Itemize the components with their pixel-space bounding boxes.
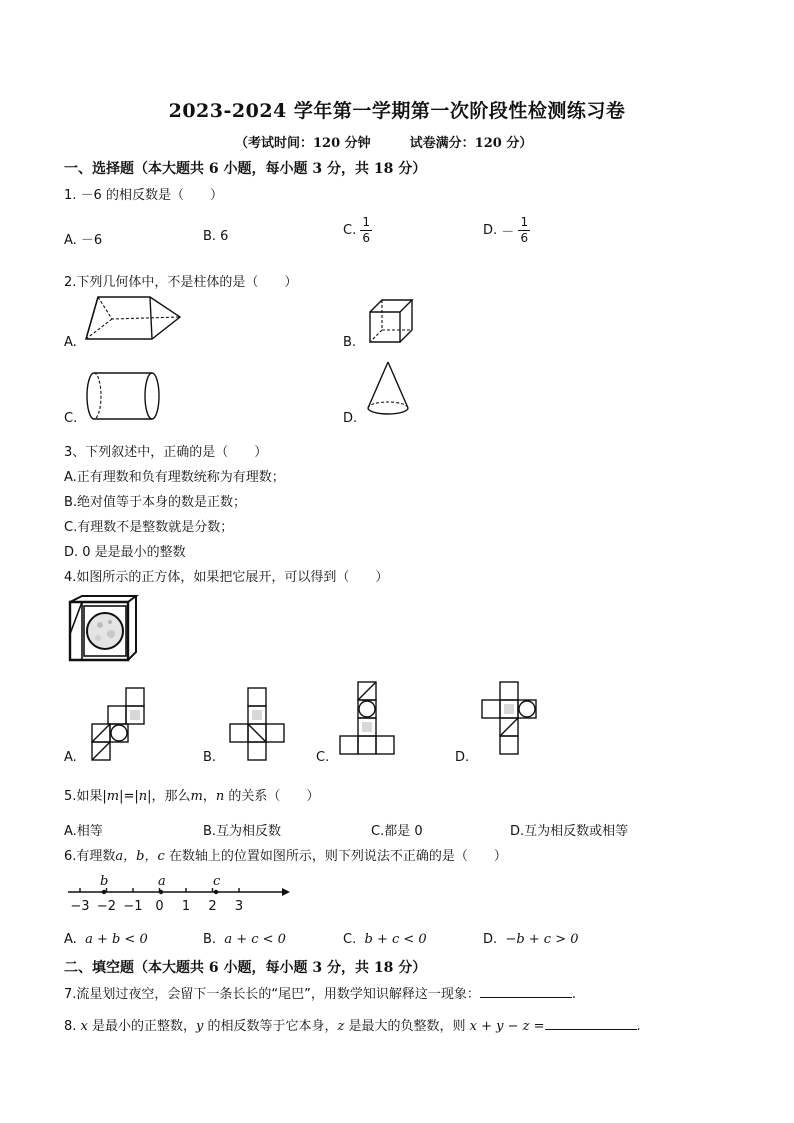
- fraction-numerator: 1: [520, 215, 529, 229]
- q8-var-z: z: [337, 1019, 345, 1034]
- q6-option-d-expr: −b + c > 0: [505, 932, 579, 947]
- q8-end: .: [636, 1019, 641, 1034]
- q2-option-a-label: A.: [64, 335, 77, 350]
- q2-option-b-label: B.: [343, 335, 357, 350]
- q1-option-c-label: C.: [343, 223, 357, 238]
- fraction-denominator: 6: [362, 231, 370, 245]
- q7-stem: 7.流星划过夜空，会留下一条长长的“尾巴”，用数学知识解释这一现象：: [64, 987, 480, 1002]
- patterned-cube-figure: [68, 594, 140, 666]
- q3-option-b: B.绝对值等于本身的数是正数；: [64, 495, 247, 510]
- q8-text-1: 8.: [64, 1019, 81, 1034]
- fraction-numerator: 1: [362, 215, 370, 229]
- q8-var-y: y: [196, 1019, 204, 1034]
- q1-option-d-sign: －: [501, 225, 515, 240]
- cube-net-option-c: [338, 680, 400, 764]
- q8-text-4: 是最大的负整数，则: [344, 1019, 470, 1034]
- point-c: [214, 890, 218, 894]
- point-a: [159, 890, 163, 894]
- q1-option-d-label: D.: [483, 223, 498, 238]
- q6-option-a-label: A.: [64, 932, 77, 947]
- question-8: [64, 1015, 641, 1034]
- q5-text-1: 5.如果|: [64, 789, 107, 804]
- q4-option-b-label: B.: [203, 750, 217, 765]
- q6-option-b-label: B.: [203, 932, 217, 947]
- q4-option-c-label: C.: [316, 750, 330, 765]
- q1-option-d: [483, 215, 530, 246]
- question-5-stem: [64, 785, 319, 804]
- tick-label: 1: [181, 899, 191, 914]
- point-label-c: c: [213, 874, 221, 889]
- arrow-right-icon: [282, 888, 290, 896]
- question-7: [64, 983, 576, 1002]
- question-2-stem: 2.下列几何体中，不是柱体的是（ ）: [64, 275, 298, 290]
- q6-text-1: 6.有理数: [64, 849, 116, 864]
- q5-text-2: |=|: [119, 789, 139, 804]
- question-4-stem: 4.如图所示的正方体，如果把它展开，可以得到（ ）: [64, 570, 389, 585]
- q5-text-3: |，那么: [147, 789, 191, 804]
- q5-var-m: m: [106, 789, 120, 804]
- q1-option-c-fraction: [360, 215, 372, 246]
- q3-option-c: C.有理数不是整数就是分数；: [64, 520, 234, 535]
- answer-blank[interactable]: [480, 985, 572, 998]
- point-b: [102, 890, 106, 894]
- q6-option-b-expr: a + c < 0: [224, 932, 286, 947]
- cube-net-option-d: [480, 680, 544, 764]
- q1-option-b: B. 6: [203, 229, 229, 244]
- point-label-b: b: [100, 874, 109, 889]
- q6-option-c-label: C.: [343, 932, 357, 947]
- question-3-stem: 3、下列叙述中，正确的是（ ）: [64, 445, 268, 460]
- cube-net-option-b: [228, 686, 288, 762]
- cylinder-figure: [86, 371, 166, 423]
- q5-option-c: C.都是 0: [371, 824, 423, 839]
- section-heading-fill-in: 二、填空题（本大题共 6 小题，每小题 3 分，共 18 分）: [64, 960, 427, 976]
- cube-figure: [368, 298, 418, 348]
- tick-label: −1: [123, 899, 143, 914]
- q5-var-m2: m: [190, 789, 203, 804]
- q5-option-d: D.互为相反数或相等: [510, 824, 629, 839]
- tick-label: 0: [155, 899, 164, 914]
- q5-var-n: n: [138, 789, 148, 804]
- q3-option-a: A.正有理数和负有理数统称为有理数；: [64, 470, 285, 485]
- tick-label: 2: [208, 899, 217, 914]
- exam-info: （考试时间：120 分钟 试卷满分：120 分）: [235, 136, 533, 151]
- question-1-stem: 1. －6 的相反数是（ ）: [64, 188, 223, 203]
- q3-option-d: D. 0 是是最小的整数: [64, 545, 186, 560]
- q4-option-a-label: A.: [64, 750, 77, 765]
- q6-option-b: [203, 932, 286, 947]
- point-label-a: a: [158, 874, 166, 889]
- tick-label: −3: [70, 899, 90, 914]
- q7-end: .: [571, 987, 577, 1002]
- q1-option-a: A. －6: [64, 233, 103, 248]
- q2-option-c-label: C.: [64, 411, 78, 426]
- q6-vars: a，b，c: [115, 849, 165, 864]
- fraction-denominator: 6: [520, 231, 529, 245]
- q5-text-4: 的关系（ ）: [224, 789, 320, 804]
- question-6-stem: [64, 845, 507, 864]
- tick-label: −2: [96, 899, 117, 914]
- q4-option-d-label: D.: [455, 750, 470, 765]
- tick-label: 3: [234, 899, 244, 914]
- section-heading-choice: 一、选择题（本大题共 6 小题，每小题 3 分，共 18 分）: [64, 161, 427, 177]
- q1-option-c: [343, 215, 372, 246]
- cone-figure: [366, 360, 416, 420]
- triangular-prism-figure: [84, 293, 194, 345]
- q8-text-2: 是最小的正整数，: [87, 1019, 197, 1034]
- q6-option-a: [64, 932, 148, 947]
- q5-comma: ，: [202, 789, 216, 804]
- q5-option-b: B.互为相反数: [203, 824, 282, 839]
- page-title: 2023-2024 学年第一学期第一次阶段性检测练习卷: [168, 100, 626, 122]
- q8-text-3: 的相反数等于它本身，: [203, 1019, 338, 1034]
- q5-option-a: A.相等: [64, 824, 103, 839]
- q1-option-d-fraction: [518, 215, 530, 246]
- q6-option-c: [343, 932, 427, 947]
- q5-var-n2: n: [215, 789, 225, 804]
- q6-option-d-label: D.: [483, 932, 498, 947]
- q8-var-x: x: [80, 1019, 88, 1034]
- answer-blank[interactable]: [545, 1017, 637, 1030]
- number-line: [64, 872, 296, 916]
- cube-net-option-a: [90, 686, 162, 762]
- q6-text-2: 在数轴上的位置如图所示，则下列说法不正确的是（ ）: [164, 849, 507, 864]
- q6-option-d: [483, 932, 579, 947]
- q6-option-a-expr: a + b < 0: [85, 932, 148, 947]
- q6-option-c-expr: b + c < 0: [364, 932, 427, 947]
- q8-expression: x + y − z =: [469, 1019, 545, 1034]
- q2-option-d-label: D.: [343, 411, 358, 426]
